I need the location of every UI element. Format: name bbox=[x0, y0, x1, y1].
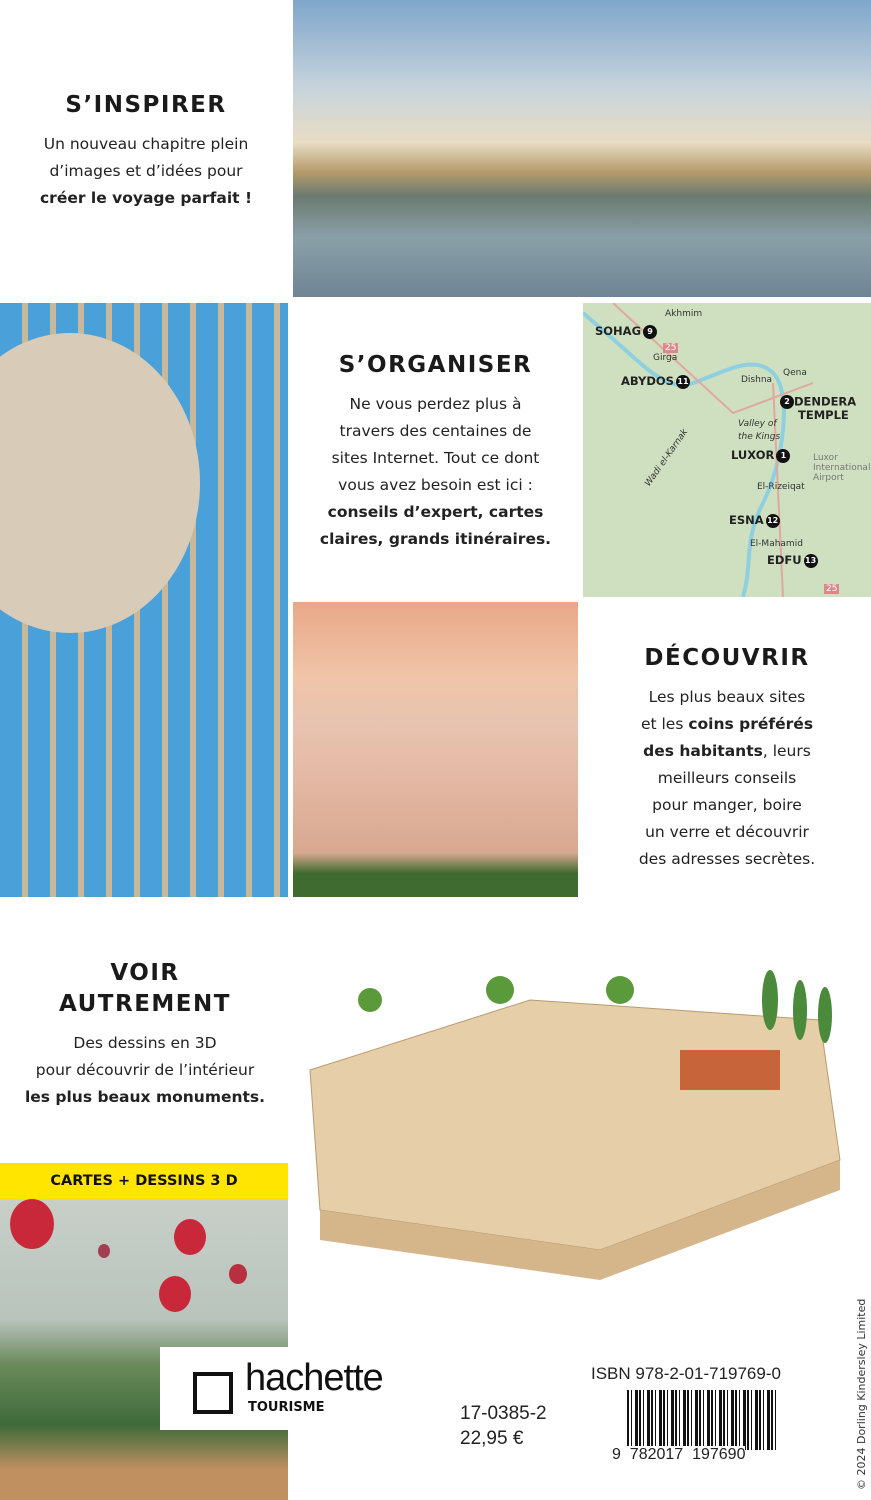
bold-line: créer le voyage parfait ! bbox=[39, 189, 253, 207]
line: un verre et découvrir bbox=[645, 823, 809, 841]
line: Un nouveau chapitre plein bbox=[43, 135, 249, 153]
map-place: LUXOR 1 bbox=[731, 448, 790, 463]
line: et les bbox=[640, 715, 689, 733]
map-label: Akhmim bbox=[665, 309, 703, 319]
line: Ne vous perdez plus à bbox=[349, 395, 522, 413]
bold-line: les plus beaux monuments. bbox=[24, 1088, 266, 1106]
bold-text: coins préférés bbox=[688, 715, 814, 733]
road-badge: 25 bbox=[665, 343, 677, 353]
line: sites Internet. Tout ce dont bbox=[331, 449, 540, 467]
monastery-3d-drawing bbox=[300, 960, 871, 1290]
map-place: ESNA 12 bbox=[729, 513, 779, 527]
bold-text: des habitants bbox=[643, 742, 763, 760]
publisher-name: hachette bbox=[245, 1357, 383, 1399]
line: vous avez besoin est ici : bbox=[338, 476, 533, 494]
copyright: © 2024 Dorling Kindersley Limited bbox=[855, 1298, 868, 1490]
bold-line: claires, grands itinéraires. bbox=[319, 530, 552, 548]
section-title: S’ORGANISER bbox=[338, 352, 533, 378]
line: pour découvrir de l’intérieur bbox=[35, 1061, 255, 1079]
map-place: 2 DENDERA TEMPLE bbox=[778, 395, 856, 421]
line: , leurs bbox=[762, 742, 811, 760]
line: d’images et d’idées pour bbox=[49, 162, 243, 180]
map-label: Valley of the Kings bbox=[738, 419, 781, 442]
price: 22,95 € bbox=[460, 1428, 524, 1449]
map-label: El-Rizeiqat bbox=[757, 482, 805, 492]
map-label: Wadi el-Karnak bbox=[643, 427, 691, 489]
bold-line: conseils d’expert, cartes bbox=[327, 503, 544, 521]
line: travers des centaines de bbox=[339, 422, 532, 440]
hachette-tourisme-logo bbox=[160, 1347, 450, 1430]
map-label: El-Mahamid bbox=[750, 539, 803, 549]
road-badge: 25 bbox=[826, 584, 838, 594]
product-code: 17-0385-2 bbox=[460, 1403, 547, 1424]
cairo-skyline-photo bbox=[293, 0, 871, 297]
isbn: ISBN 978-2-01-719769-0 bbox=[591, 1364, 781, 1383]
section-organiser bbox=[293, 350, 578, 553]
map-label: Luxor International Airport bbox=[813, 453, 871, 483]
section-title: S’INSPIRER bbox=[65, 92, 227, 118]
nile-map bbox=[583, 303, 871, 597]
map-place: EDFU 13 bbox=[767, 553, 817, 567]
section-inspirer bbox=[0, 90, 292, 212]
map-place: ABYDOS 11 bbox=[621, 374, 689, 388]
barcode bbox=[627, 1390, 779, 1450]
line: pour manger, boire bbox=[652, 796, 802, 814]
map-label: Qena bbox=[783, 368, 807, 378]
maps-drawings-banner: CARTES + DESSINS 3 D bbox=[0, 1163, 288, 1199]
line: meilleurs conseils bbox=[657, 769, 797, 787]
section-title: VOIR AUTREMENT bbox=[59, 960, 231, 1017]
publisher-sub: TOURISME bbox=[248, 1400, 325, 1415]
barcode-digits: 9 782017 197690 bbox=[612, 1446, 746, 1463]
line: Les plus beaux sites bbox=[648, 688, 806, 706]
hachette-h-mark-icon bbox=[193, 1372, 233, 1414]
line: des adresses secrètes. bbox=[638, 850, 816, 868]
beach-photo bbox=[293, 602, 578, 897]
section-decouvrir bbox=[583, 643, 871, 873]
map-place: SOHAG 9 bbox=[595, 324, 657, 339]
section-title: DÉCOUVRIR bbox=[644, 645, 810, 671]
hieroglyph-photo bbox=[0, 303, 288, 897]
map-label: Girga bbox=[653, 353, 678, 363]
map-label: Dishna bbox=[741, 375, 773, 385]
line: Des dessins en 3D bbox=[73, 1034, 217, 1052]
section-voir-autrement bbox=[0, 958, 290, 1111]
